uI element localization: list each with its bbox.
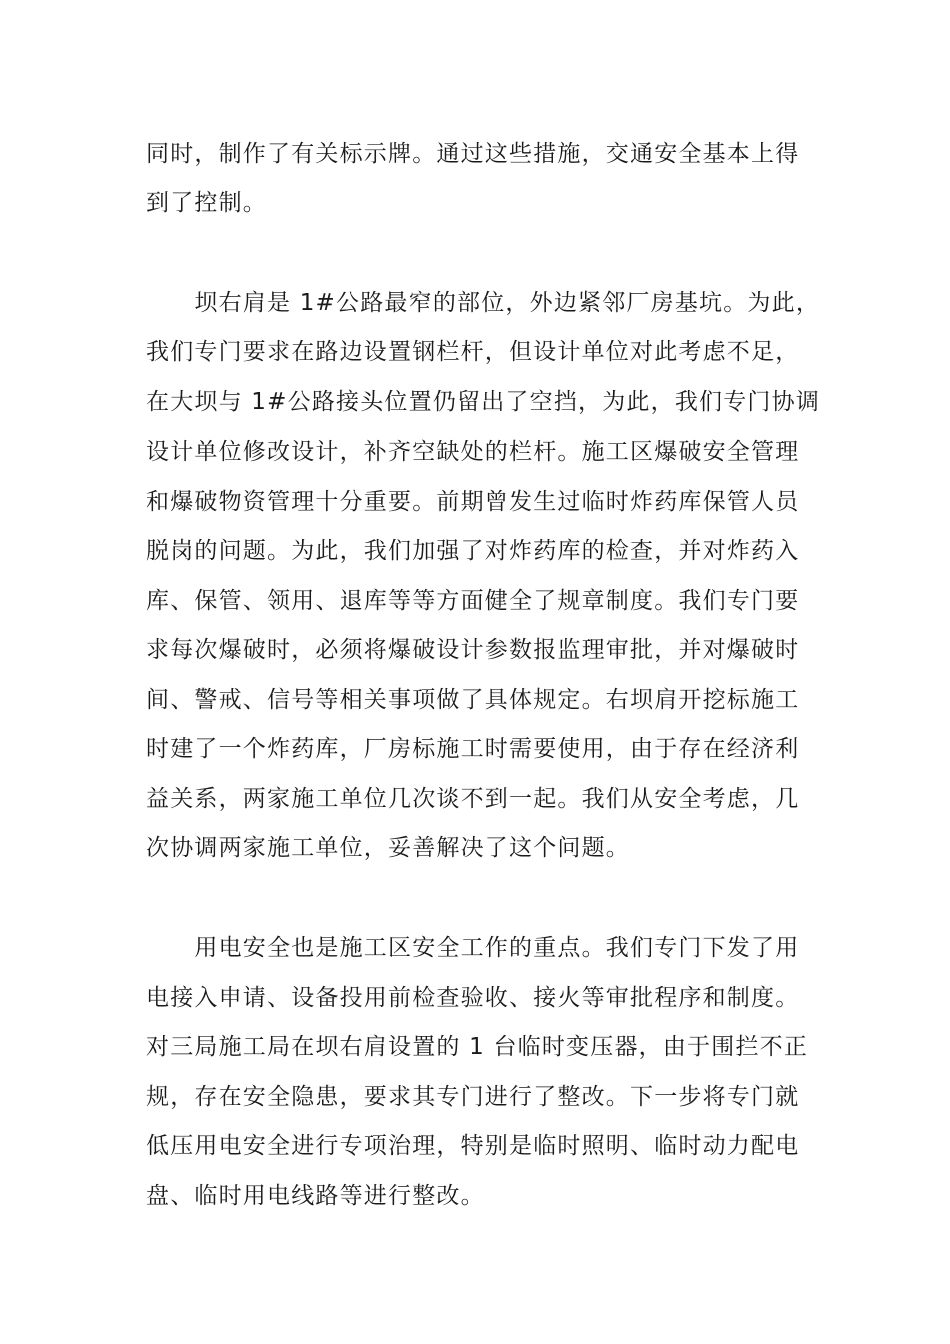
text-line: 求每次爆破时，必须将爆破设计参数报监理审批，并对爆破时 [146,637,800,663]
text-line: 对三局施工局在坝右肩设置的 1 台临时变压器，由于围拦不正 [146,1034,809,1060]
text-line: 到了控制。 [146,190,267,216]
text-line: 益关系，两家施工单位几次谈不到一起。我们从安全考虑，几 [146,786,800,812]
text-line: 时建了一个炸药库，厂房标施工时需要使用，由于存在经济利 [146,736,800,762]
text-line: 我们专门要求在路边设置钢栏杆，但设计单位对此考虑不足， [146,339,800,365]
text-line: 在大坝与 1#公路接头位置仍留出了空挡，为此，我们专门协调 [146,389,821,415]
text-line: 设计单位修改设计，补齐空缺处的栏杆。施工区爆破安全管理 [146,439,800,465]
text-line: 规，存在安全隐患，要求其专门进行了整改。下一步将专门就 [146,1084,800,1110]
text-line: 同时，制作了有关标示牌。通过这些措施，交通安全基本上得 [146,141,800,167]
text-line: 脱岗的问题。为此，我们加强了对炸药库的检查，并对炸药入 [146,538,800,564]
text-line: 低压用电安全进行专项治理，特别是临时照明、临时动力配电 [146,1133,800,1159]
text-line: 和爆破物资管理十分重要。前期曾发生过临时炸药库保管人员 [146,489,800,515]
text-line: 坝右肩是 1#公路最窄的部位，外边紧邻厂房基坑。为此， [146,290,821,316]
text-line: 用电安全也是施工区安全工作的重点。我们专门下发了用 [146,935,800,961]
text-line: 间、警戒、信号等相关事项做了具体规定。右坝肩开挖标施工 [146,687,800,713]
text-line: 电接入申请、设备投用前检查验收、接火等审批程序和制度。 [146,985,800,1011]
text-line: 库、保管、领用、退库等等方面健全了规章制度。我们专门要 [146,588,800,614]
text-line: 盘、临时用电线路等进行整改。 [146,1183,485,1209]
text-line: 次协调两家施工单位，妥善解决了这个问题。 [146,835,630,861]
